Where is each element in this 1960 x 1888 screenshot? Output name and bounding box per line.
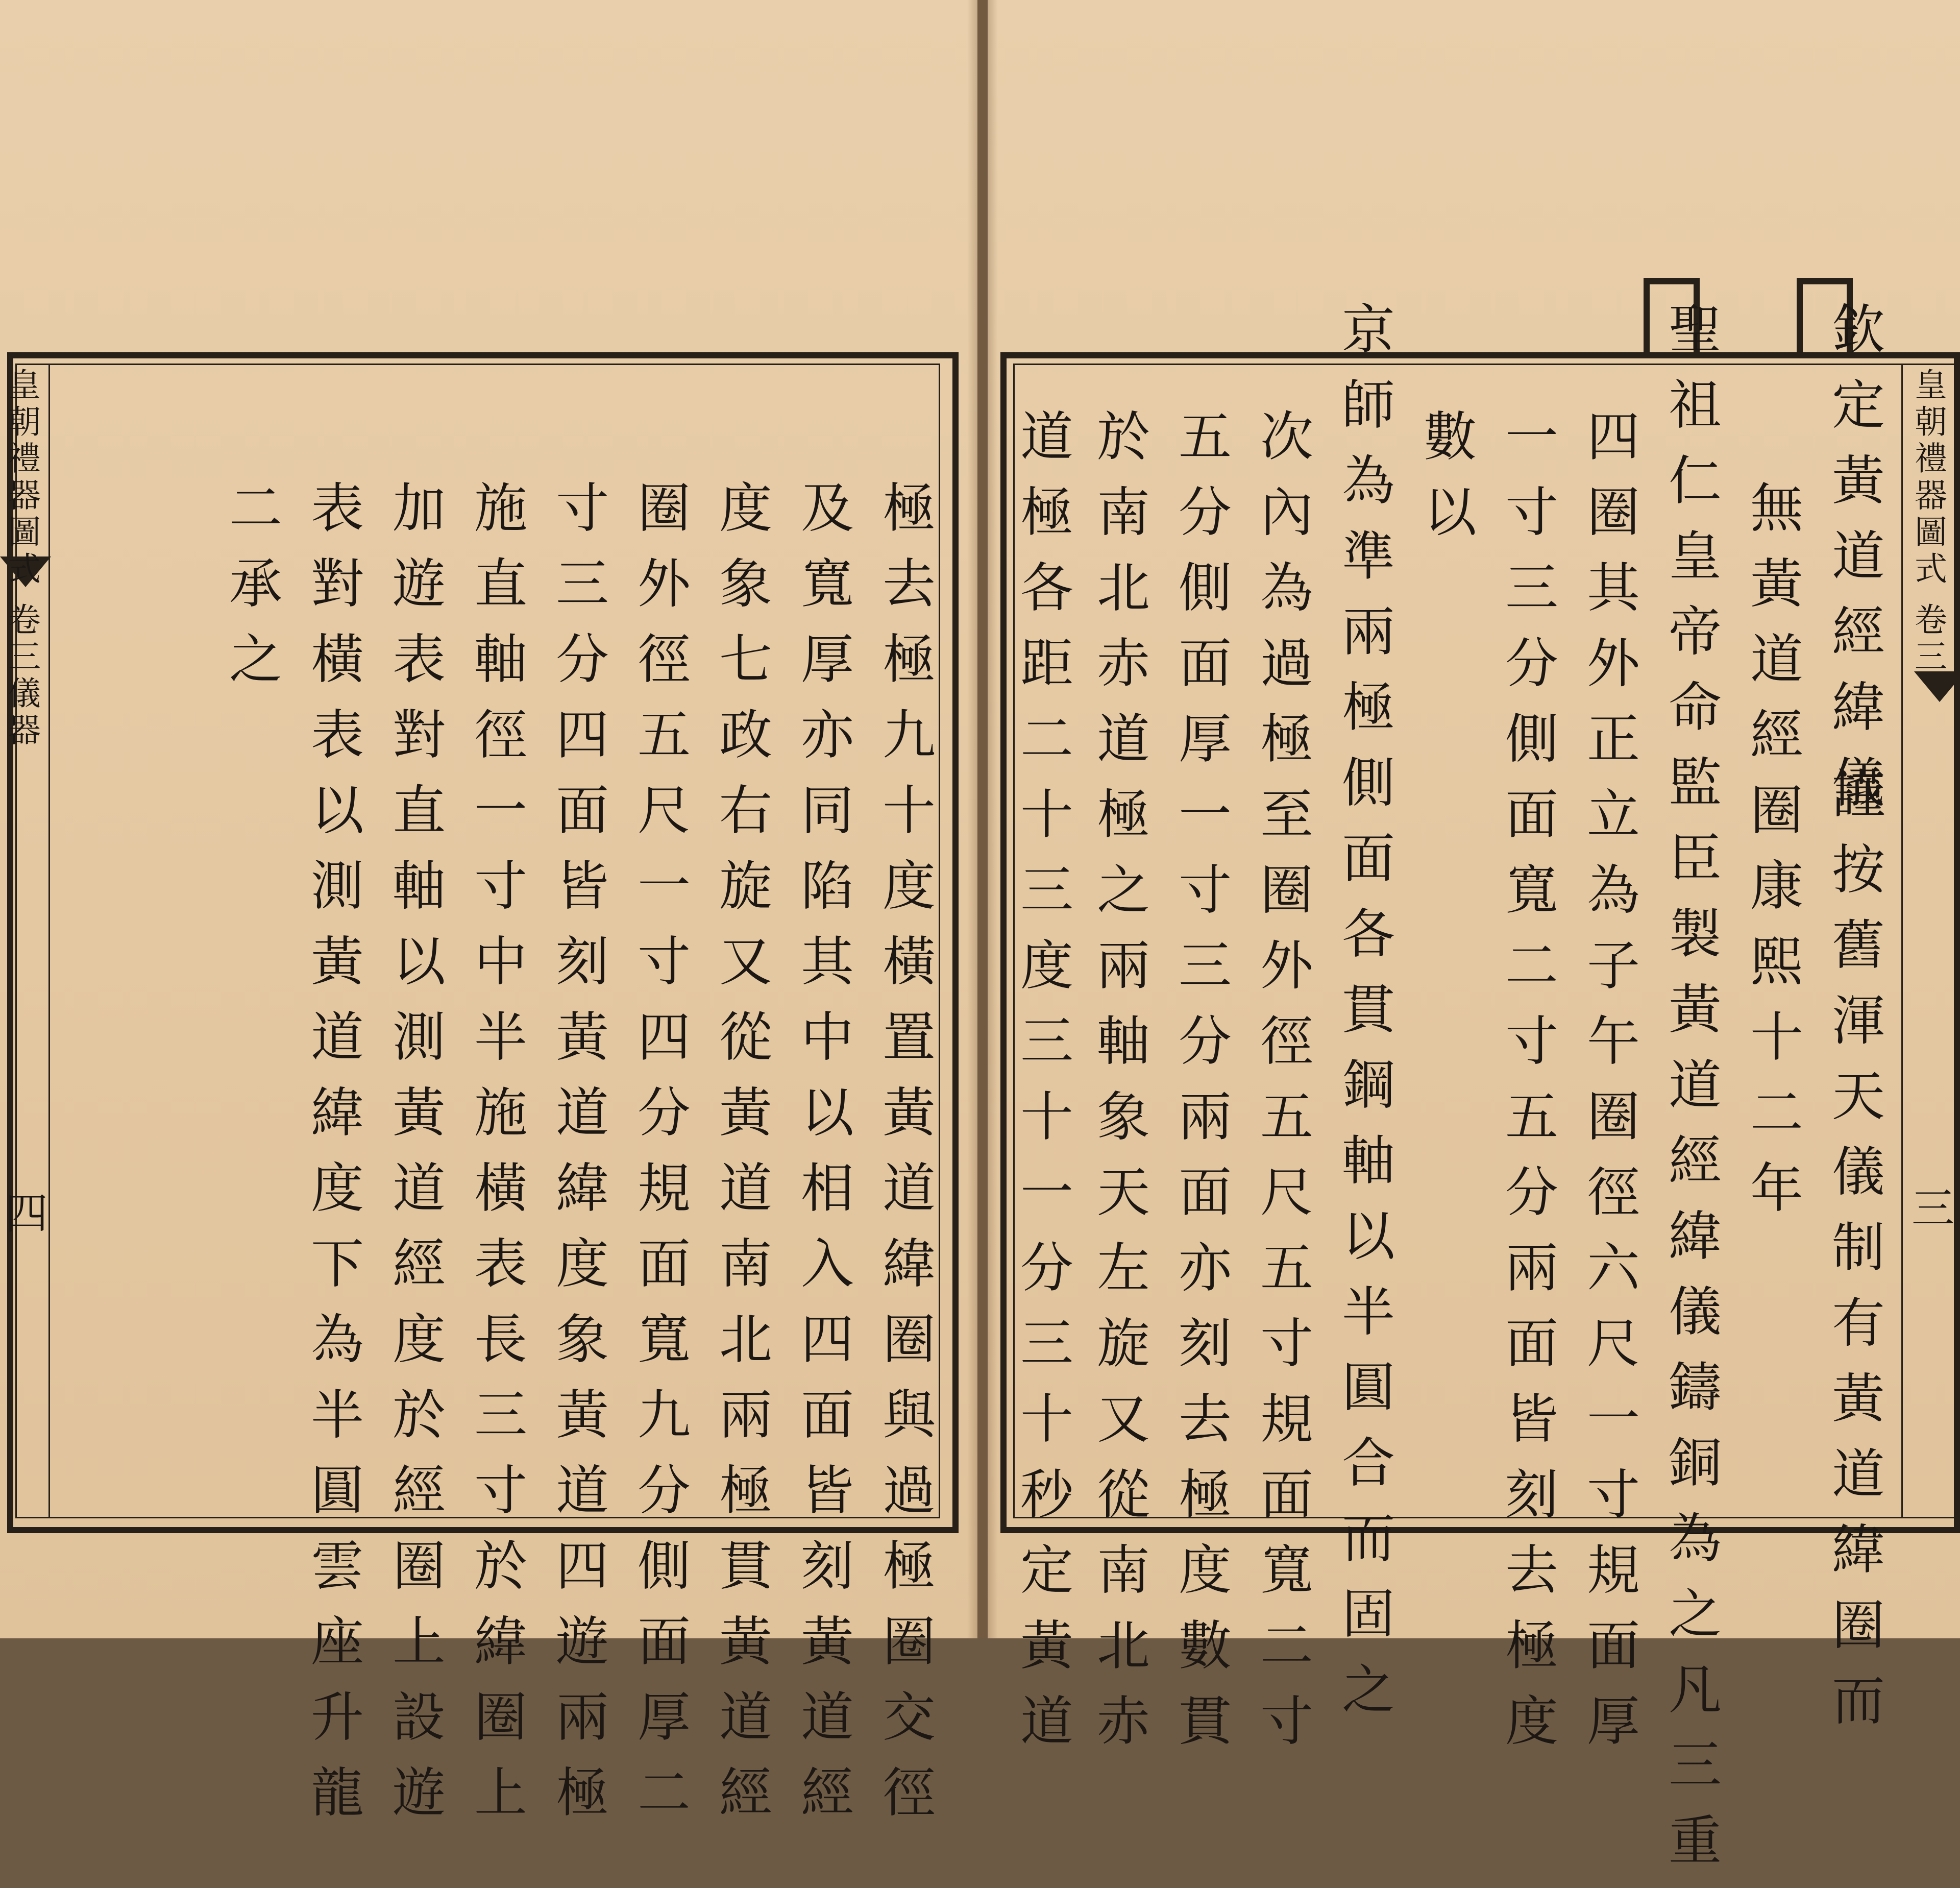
right-col-10: 於南北赤道極之兩軸象天左旋又從南北赤 (1088, 408, 1150, 1769)
left-col-1: 極去極九十度橫置黃道緯圈與過極圈交徑 (873, 480, 936, 1840)
left-margin-divider (48, 364, 50, 1518)
left-col-3: 度象七政右旋又從黃道南北兩極貫黃道經 (710, 480, 772, 1840)
left-col-4: 圈外徑五尺一寸四分規面寬九分側面厚二 (628, 480, 691, 1840)
right-col-11: 道極各距二十三度三十一分三十秒定黃道 (1011, 408, 1073, 1769)
right-col-note: 謹按舊渾天儀制有黃道緯圈而 (1823, 766, 1885, 1748)
left-margin-section: 卷三儀器 (3, 602, 40, 749)
right-col-7: 京師為準兩極側面各貫鋼軸以半圓合而固之 (1333, 301, 1395, 1737)
right-col-title: 欽定黃道經緯儀 (1823, 301, 1885, 830)
right-margin-divider (1901, 364, 1903, 1518)
right-col-3: 聖祖仁皇帝命監臣製黃道經緯儀鑄銅為之凡三重 (1659, 301, 1722, 1888)
left-col-5: 寸三分四面皆刻黃道緯度象黃道四遊兩極 (547, 480, 609, 1840)
right-col-4: 四圈其外正立為子午圈徑六尺一寸規面厚 (1578, 408, 1640, 1769)
left-col-8: 表對橫表以測黃道緯度下為半圓雲座升龍 (302, 480, 364, 1840)
right-margin-section: 卷三 (1909, 602, 1947, 676)
right-margin-title: 皇朝禮器圖式 (1909, 368, 1947, 588)
left-col-6: 施直軸徑一寸中半施橫表長三寸於緯圈上 (465, 480, 527, 1840)
right-col-8: 次內為過極至圈外徑五尺五寸規面寬二寸 (1251, 408, 1313, 1769)
left-col-9: 二承之 (220, 480, 282, 707)
right-col-9: 五分側面厚一寸三分兩面亦刻去極度數貫 (1169, 408, 1232, 1769)
left-folio-number: 四 (5, 1189, 48, 1239)
right-col-2: 無黃道經圈康熙十二年 (1741, 480, 1803, 1236)
book-gutter (967, 0, 998, 1638)
right-fishtail-mark (1914, 671, 1960, 702)
right-col-5: 一寸三分側面寬二寸五分兩面皆刻去極度 (1496, 408, 1558, 1769)
left-col-2: 及寬厚亦同陷其中以相入四面皆刻黃道經 (792, 480, 854, 1840)
left-col-7: 加遊表對直軸以測黃道經度於經圈上設遊 (383, 480, 446, 1840)
right-col-6: 數以 (1414, 408, 1477, 560)
right-folio-number: 三 (1912, 1183, 1955, 1233)
right-page-inner-border (1013, 364, 1960, 1518)
left-margin-title: 皇朝禮器圖式 (3, 368, 40, 588)
